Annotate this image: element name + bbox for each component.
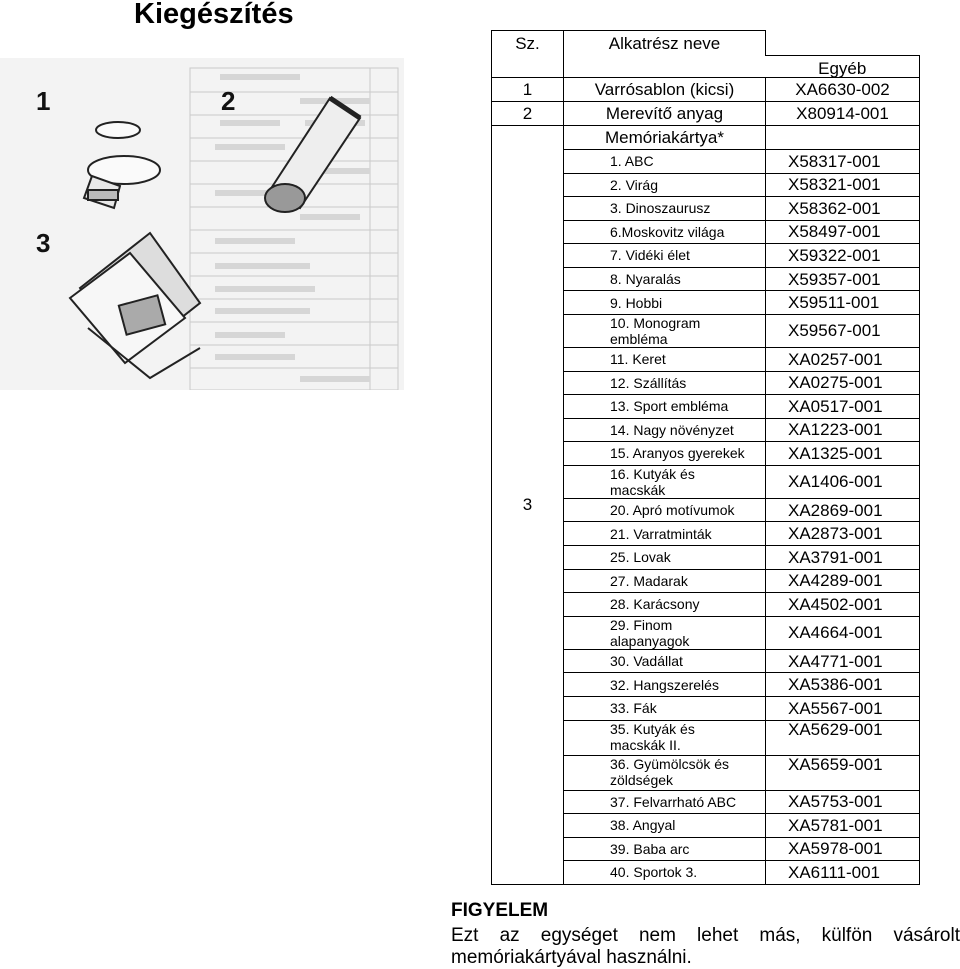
memory-card-item-name: 12. Szállítás (564, 371, 766, 395)
notice-text (451, 925, 960, 969)
notice-line-1: Ezt az egységet nem lehet más, külfön vásárolt (451, 925, 960, 946)
header-other: Egyéb (766, 56, 920, 78)
memory-card-item-code: XA1325-001 (766, 442, 920, 466)
callout-3: 3 (36, 228, 51, 258)
memory-card-item-code: X58362-001 (766, 197, 920, 221)
memory-card-item-name: 36. Gyümölcsök és zöldségek (564, 755, 766, 790)
memory-card-item-code: XA0275-001 (766, 371, 920, 395)
memory-card-item-name: 6.Moskovitz világa (564, 220, 766, 244)
memory-card-item-name: 9. Hobbi (564, 291, 766, 315)
memory-card-item-code: XA5567-001 (766, 696, 920, 720)
memory-card-item-code: XA0517-001 (766, 395, 920, 419)
memory-card-item-code: X59567-001 (766, 314, 920, 347)
memory-card-item-code: XA2873-001 (766, 522, 920, 546)
memory-card-item-name: 39. Baba arc (564, 837, 766, 861)
memory-card-item-code: XA6111-001 (766, 861, 920, 885)
memory-card-item-name: 28. Karácsony (564, 593, 766, 617)
notice-title: FIGYELEM (451, 900, 549, 921)
memory-card-item-code: XA5978-001 (766, 837, 920, 861)
memory-card-item-code: XA0257-001 (766, 348, 920, 372)
memory-card-item-name: 37. Felvarrható ABC (564, 790, 766, 814)
memory-card-item-code: XA5629-001 (766, 720, 920, 755)
memory-card-item-code: XA5386-001 (766, 673, 920, 697)
memory-card-item-name: 1. ABC (564, 150, 766, 174)
accessories-illustration (0, 58, 404, 390)
memory-card-item-name: 30. Vadállat (564, 649, 766, 673)
notice-line-2: memóriakártyával használni. (451, 947, 692, 968)
memory-card-item-code: XA2869-001 (766, 498, 920, 522)
memory-card-item-name: 11. Keret (564, 348, 766, 372)
memory-card-item-name: 21. Varratminták (564, 522, 766, 546)
memory-card-item-name: 33. Fák (564, 696, 766, 720)
memory-card-item-code: XA4502-001 (766, 593, 920, 617)
memory-card-item-name: 25. Lovak (564, 546, 766, 570)
memory-card-item-name: 29. Finom alapanyagok (564, 616, 766, 649)
memory-card-item-name: 20. Apró motívumok (564, 498, 766, 522)
callout-2: 2 (221, 86, 236, 116)
page-title: Kiegészítés (134, 0, 294, 30)
memory-card-item-name: 2. Virág (564, 173, 766, 197)
memory-card-item-code: XA1223-001 (766, 418, 920, 442)
memory-card-item-code: XA5753-001 (766, 790, 920, 814)
row-3-no: 3 (492, 126, 564, 885)
memory-card-item-code: X59357-001 (766, 267, 920, 291)
memory-card-item-name: 10. Monogram embléma (564, 314, 766, 347)
memory-card-item-code: XA5781-001 (766, 814, 920, 838)
callout-1: 1 (36, 86, 51, 116)
memory-card-item-code: XA4289-001 (766, 569, 920, 593)
row-1-code: XA6630-002 (766, 78, 920, 102)
memory-card-item-code: XA1406-001 (766, 465, 920, 498)
memory-card-item-code: X58497-001 (766, 220, 920, 244)
memory-card-item-code: X58321-001 (766, 173, 920, 197)
memory-card-item-name: 15. Aranyos gyerekek (564, 442, 766, 466)
memory-card-item-name: 7. Vidéki élet (564, 244, 766, 268)
row-3-name: Memóriakártya* (564, 126, 766, 150)
row-1-name: Varrósablon (kicsi) (564, 78, 766, 102)
memory-card-item-code: X59322-001 (766, 244, 920, 268)
memory-card-item-code: XA4771-001 (766, 649, 920, 673)
memory-card-item-code: X59511-001 (766, 291, 920, 315)
memory-card-item-name: 32. Hangszerelés (564, 673, 766, 697)
memory-card-item-name: 16. Kutyák és macskák (564, 465, 766, 498)
memory-card-item-name: 14. Nagy növényzet (564, 418, 766, 442)
memory-card-item-name: 8. Nyaralás (564, 267, 766, 291)
parts-table (491, 30, 920, 885)
memory-card-item-name: 3. Dinoszaurusz (564, 197, 766, 221)
memory-card-item-name: 38. Angyal (564, 814, 766, 838)
header-name: Alkatrész neve (564, 31, 766, 56)
row-1-no: 1 (492, 78, 564, 102)
header-no: Sz. (492, 31, 564, 56)
memory-card-item-code: XA5659-001 (766, 755, 920, 790)
row-2-name: Merevítő anyag (564, 102, 766, 126)
memory-card-item-name: 27. Madarak (564, 569, 766, 593)
row-2-code: X80914-001 (766, 102, 920, 126)
memory-card-item-name: 40. Sportok 3. (564, 861, 766, 885)
memory-card-item-code: XA4664-001 (766, 616, 920, 649)
memory-card-item-name: 35. Kutyák és macskák II. (564, 720, 766, 755)
memory-card-item-code: X58317-001 (766, 150, 920, 174)
memory-card-item-code: XA3791-001 (766, 546, 920, 570)
row-2-no: 2 (492, 102, 564, 126)
memory-card-item-name: 13. Sport embléma (564, 395, 766, 419)
